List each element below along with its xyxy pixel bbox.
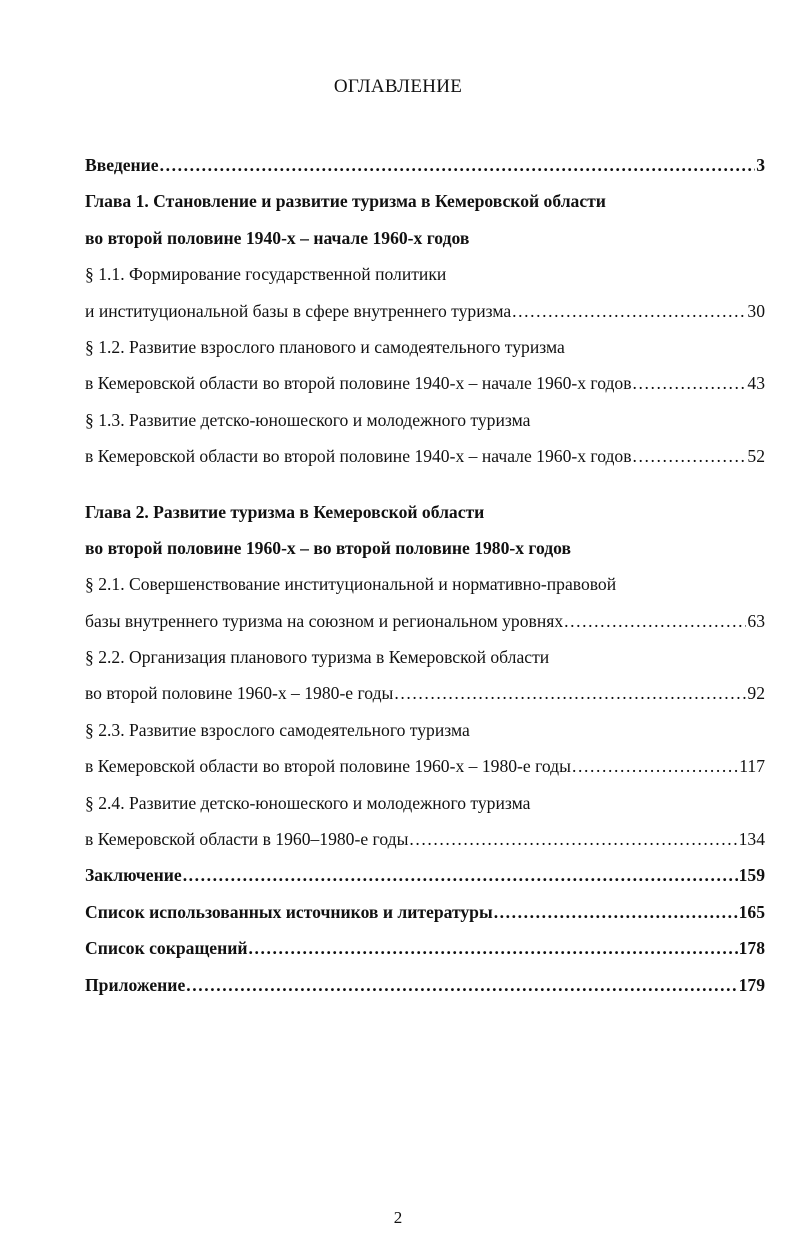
toc-page-number: 159: [738, 865, 765, 886]
toc-page-number: 165: [738, 901, 765, 922]
toc-label: § 2.4. Развитие детско-юношеского и молодежного туризма: [85, 792, 531, 813]
toc-label: Глава 2. Развитие туризма в Кемеровской области: [85, 501, 485, 522]
toc-page-number: 92: [747, 683, 765, 704]
toc-chapter-1-heading: [85, 183, 765, 219]
toc-section-2-3: [85, 712, 765, 748]
toc-chapter-2-heading: [85, 494, 765, 530]
toc-entry-sources: [85, 894, 765, 930]
toc-label: § 2.2. Организация планового туризма в Кемеровской области: [85, 647, 550, 668]
toc-page-number: 117: [739, 756, 765, 777]
toc-label: в Кемеровской области во второй половине 1960-х – 1980-е годы: [85, 756, 571, 777]
toc-label: и институциональной базы в сфере внутреннего туризма: [85, 300, 512, 321]
toc-label: Глава 1. Становление и развитие туризма в Кемеровской области: [85, 191, 606, 212]
toc-section-1-1-cont: [85, 293, 765, 329]
toc-section-2-1-cont: [85, 603, 765, 639]
toc-label: в Кемеровской области во второй половине 1940-х – начале 1960-х годов: [85, 373, 632, 394]
toc-leader-dots: [512, 293, 746, 329]
toc-label: § 2.3. Развитие взрослого самодеятельного туризма: [85, 719, 470, 740]
toc-label: Заключение: [85, 865, 182, 886]
toc-entry-appendix: [85, 967, 765, 1003]
toc-entry-conclusion: [85, 857, 765, 893]
toc-page-number: 179: [738, 974, 765, 995]
toc-entry-introduction: [85, 147, 765, 183]
toc-label: во второй половине 1960-х – во второй половине 1980-х годов: [85, 537, 572, 558]
toc-leader-dots: [409, 821, 737, 857]
toc-label: § 1.3. Развитие детско-юношеского и молодежного туризма: [85, 409, 531, 430]
toc-section-2-2-cont: [85, 675, 765, 711]
toc-leader-dots: [186, 967, 737, 1003]
toc-label: Список использованных источников и литературы: [85, 901, 493, 922]
toc-label: в Кемеровской области во второй половине 1940-х – начале 1960-х годов: [85, 446, 632, 467]
toc-leader-dots: [633, 438, 747, 474]
toc-label: базы внутреннего туризма на союзном и региональном уровнях: [85, 610, 564, 631]
toc-page-number: 63: [747, 610, 765, 631]
toc-page-number: 178: [738, 938, 765, 959]
toc-label: § 2.1. Совершенствование институциональной и нормативно-правовой: [85, 574, 617, 595]
toc-leader-dots: [394, 675, 746, 711]
toc-entry-abbreviations: [85, 930, 765, 966]
toc-section-2-2: [85, 639, 765, 675]
page-number: 2: [393, 1208, 403, 1227]
toc-leader-dots: [572, 748, 738, 784]
toc-section-1-3-cont: [85, 438, 765, 474]
toc-label: Список сокращений: [85, 938, 248, 959]
toc-page-number: 134: [738, 829, 765, 850]
toc-section-1-1: [85, 256, 765, 292]
toc-chapter-2-heading-cont: [85, 530, 765, 566]
page-title: ОГЛАВЛЕНИЕ: [333, 76, 463, 97]
toc-section-1-2-cont: [85, 365, 765, 401]
table-of-contents: [85, 147, 765, 1003]
toc-chapter-1-heading-cont: [85, 220, 765, 256]
toc-leader-dots: [633, 365, 747, 401]
toc-label: § 1.2. Развитие взрослого планового и самодеятельного туризма: [85, 336, 565, 357]
toc-label: в Кемеровской области в 1960–1980-е годы: [85, 829, 409, 850]
toc-page-number: 43: [747, 373, 765, 394]
toc-label: во второй половине 1960-х – 1980-е годы: [85, 683, 394, 704]
toc-section-1-2: [85, 329, 765, 365]
toc-leader-dots: [183, 857, 738, 893]
toc-label: Введение: [85, 155, 159, 175]
toc-page-number: 3: [756, 155, 765, 175]
toc-section-1-3: [85, 402, 765, 438]
toc-leader-dots: [564, 603, 746, 639]
toc-label: § 1.1. Формирование государственной политики: [85, 264, 447, 285]
toc-label: во второй половине 1940-х – начале 1960-х годов: [85, 227, 470, 248]
toc-section-2-1: [85, 566, 765, 602]
toc-page-number: 52: [747, 446, 765, 467]
toc-label: Приложение: [85, 974, 186, 995]
toc-page-number: 30: [747, 300, 765, 321]
toc-section-2-3-cont: [85, 748, 765, 784]
toc-leader-dots: [160, 147, 756, 183]
toc-section-2-4-cont: [85, 821, 765, 857]
toc-section-2-4: [85, 785, 765, 821]
toc-leader-dots: [249, 930, 738, 966]
toc-leader-dots: [494, 894, 738, 930]
